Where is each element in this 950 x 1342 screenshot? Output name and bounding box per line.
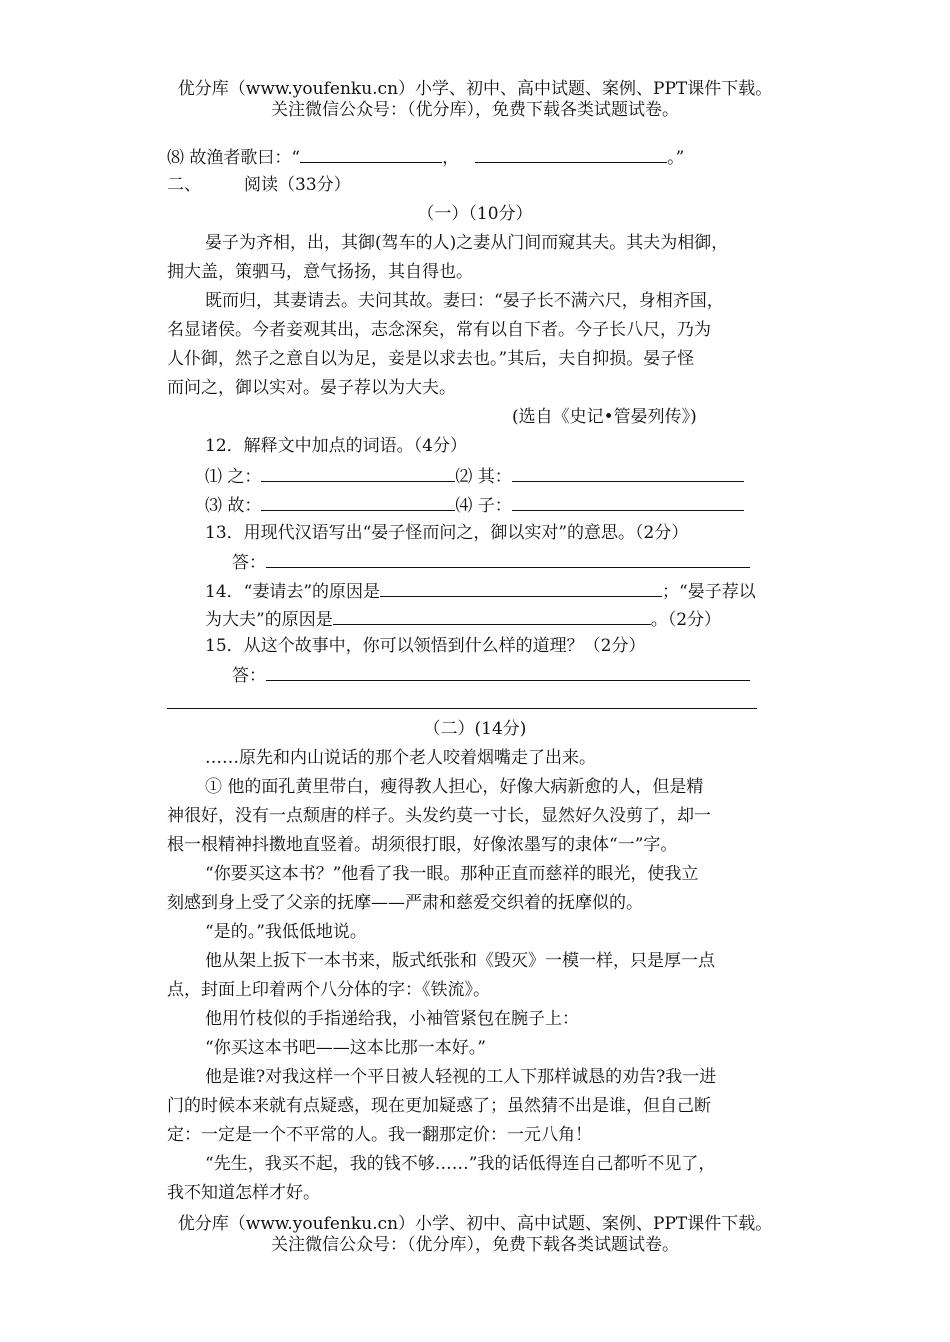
passage-2-line: “先生，我买不起，我的钱不够……”我的话低得连自己都听不见了， [205,1154,716,1174]
q12-item-1-blank[interactable] [261,463,455,482]
section-2-title: 阅读（33分） [244,175,351,195]
footer-line-2: 关注微信公众号：（优分库），免费下载各类试题试卷。 [271,1235,679,1255]
question-14-line-1 [205,578,756,604]
q15-answer-blank[interactable] [266,662,750,681]
q14-part-4: 。（2分） [650,610,722,630]
q8-prefix: ⑻ 故渔者歌曰：“ [167,148,301,168]
passage-2-line: ……原先和内山说话的那个老人咬着烟嘴走了出来。 [205,748,596,768]
question-14-line-2 [205,606,721,632]
q8-comma: ， [442,148,460,168]
q12-item-2-label: ⑵ 其： [455,467,512,487]
passage-1-line: 既而归，其妻请去。夫问其故。妻曰：“晏子长不满六尺，身相齐国， [205,291,724,311]
section-2-number: 二、 [167,175,201,195]
passage-2-line: 他用竹枝似的手指递给我，小袖管紧包在腕子上： [205,1009,579,1029]
q15-answer-label: 答： [232,666,266,686]
q12-item-1-label: ⑴ 之： [205,467,262,487]
q14-blank-1[interactable] [380,578,662,597]
q8-blank-1[interactable] [300,144,442,163]
q12-item-2-blank[interactable] [512,463,744,482]
passage-2-line: “你买这本书吧——这本比那一本好。” [205,1038,486,1058]
question-13-stem: 13．用现代汉语写出“晏子怪而问之，御以实对”的意思。（2分） [205,523,689,543]
passage-2-line: 他从架上扳下一本书来，版式纸张和《毁灭》一模一样，只是厚一点 [205,951,715,971]
passage-2-line: “是的。”我低低地说。 [205,922,367,942]
passage-2-line: 我不知道怎样才好。 [167,1183,320,1203]
q12-item-4-blank[interactable] [512,492,744,511]
question-12-row-1 [205,463,744,489]
question-13-answer [232,549,750,575]
question-12-row-2 [205,492,744,518]
q12-item-3-label: ⑶ 故： [205,496,262,516]
q15-answer-line-2[interactable] [167,708,757,709]
q14-part-3: 为大夫”的原因是 [205,610,333,630]
q12-item-3-blank[interactable] [261,492,455,511]
header-line-2: 关注微信公众号：（优分库），免费下载各类试题试卷。 [271,100,679,120]
passage-1-line: 人仆御，然子之意自以为足，妾是以求去也。”其后，夫自抑损。晏子怪 [167,349,695,369]
q14-part-2: ；“晏子荐以 [662,582,756,602]
passage-1-heading: （一）（10分） [417,204,533,224]
passage-2-line: 他是谁?对我这样一个平日被人轻视的工人下那样诚恳的劝告?我一进 [205,1067,717,1087]
q12-item-4-label: ⑷ 子： [455,496,512,516]
passage-1-line: 而问之，御以实对。晏子荐以为大夫。 [167,378,456,398]
header-line-1: 优分库（www.youfenku.cn）小学、初中、高中试题、案例、PPT课件下载。 [177,79,773,99]
passage-2-line: 门的时候本来就有点疑惑，现在更加疑惑了；虽然猜不出是谁，但自己断 [167,1096,711,1116]
passage-1-line: 晏子为齐相，出，其御(驾车的人)之妻从门间而窥其夫。其夫为相御， [205,233,729,253]
q13-answer-label: 答： [232,553,266,573]
passage-1-line: 名显诸侯。今者妾观其出，志念深矣，常有以自下者。今子长八尺，乃为 [167,320,711,340]
passage-2-line: 神很好，没有一点颓唐的样子。头发约莫一寸长，显然好久没剪了，却一 [167,806,711,826]
passage-2-line: 根一根精神抖擞地直竖着。胡须很打眼，好像浓墨写的隶体“一”字。 [167,835,678,855]
question-8 [167,144,684,170]
q8-blank-2[interactable] [475,144,667,163]
passage-2-line: 刻感到身上受了父亲的抚摩——严肃和慈爱交织着的抚摩似的。 [167,893,643,913]
passage-2-heading: （二）(14分) [423,719,527,739]
footer-line-1: 优分库（www.youfenku.cn）小学、初中、高中试题、案例、PPT课件下载。 [177,1214,773,1234]
q14-part-1: 14．“妻请去”的原因是 [205,582,381,602]
q14-blank-2[interactable] [333,606,651,625]
passage-2-line: “你要买这本书？”他看了我一眼。那种正直而慈祥的眼光，使我立 [205,864,699,884]
passage-1-line: 拥大盖，策驷马，意气扬扬，其自得也。 [167,262,473,282]
question-12-stem: 12．解释文中加点的词语。（4分） [205,436,467,456]
passage-1-source: (选自《史记•管晏列传》) [512,407,697,427]
question-15-answer [232,662,750,688]
q13-answer-blank[interactable] [266,549,750,568]
passage-2-line: ① 他的面孔黄里带白，瘦得教人担心，好像大病新愈的人，但是精 [205,777,704,797]
q8-end: 。” [667,148,685,168]
passage-2-line: 点，封面上印着两个八分体的字：《铁流》。 [167,980,490,1000]
passage-2-line: 定：一定是一个不平常的人。我一翻那定价：一元八角！ [167,1125,592,1145]
question-15-stem: 15．从这个故事中，你可以领悟到什么样的道理？（2分） [205,636,646,656]
